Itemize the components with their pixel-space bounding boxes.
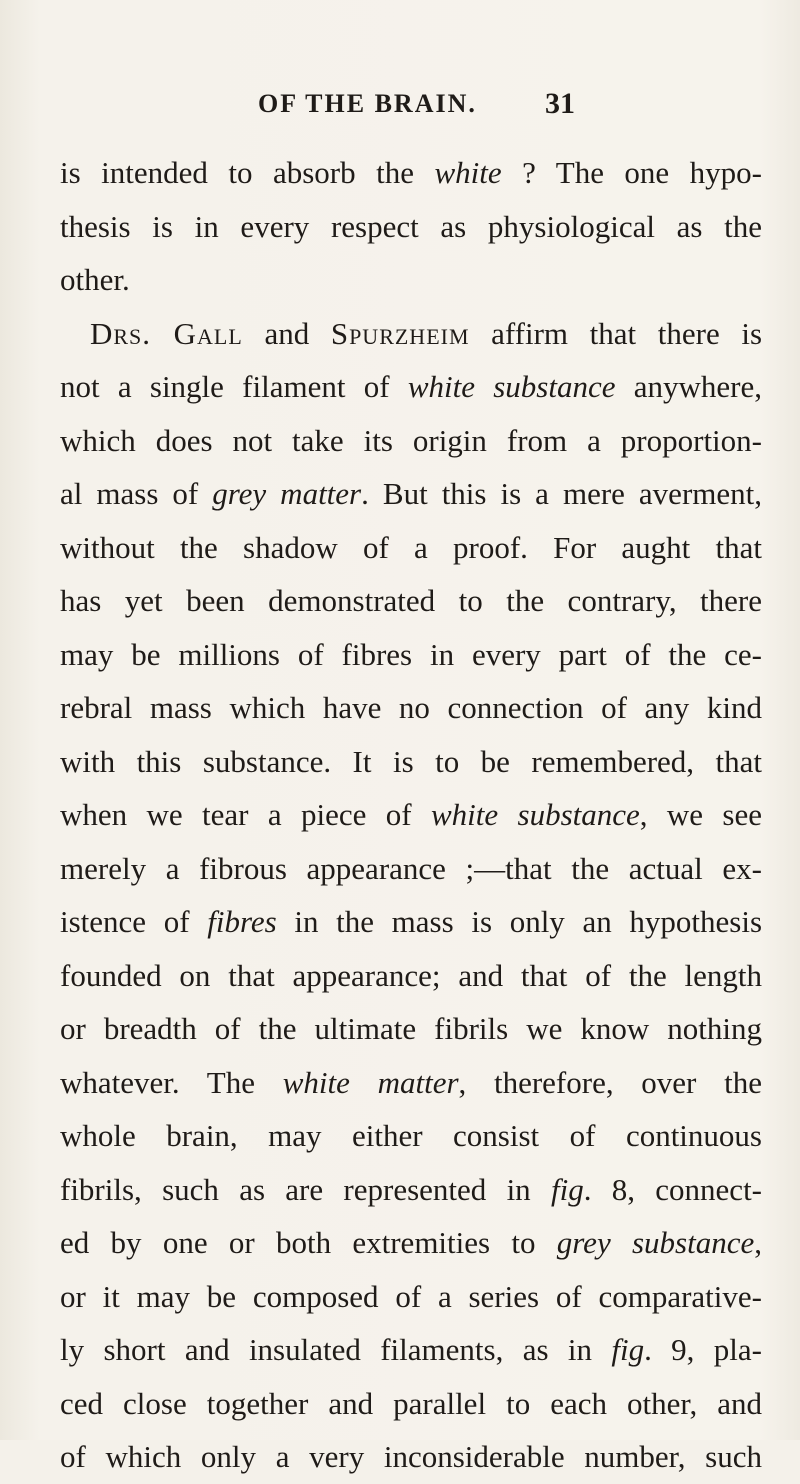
text-line: al mass of grey matter. But this is a mere averment, — [60, 476, 762, 511]
text-line: whatever. The white matter, therefore, over the — [60, 1064, 762, 1100]
text-line: has yet been demonstrated to the contrary, there — [60, 583, 762, 618]
text-line: of which only a very inconsiderable number, such — [60, 1439, 762, 1474]
text-line: is intended to absorb the white ? The one hypo- — [60, 155, 762, 190]
text-line: ly short and insulated filaments, as in fig. 9, pla- — [60, 1332, 762, 1367]
text-line: ed by one or both extremities to grey substance, — [60, 1225, 762, 1260]
text-line: rebral mass which have no connection of any kind — [60, 690, 762, 725]
text-line: founded on that appearance; and that of the length — [60, 957, 762, 993]
text-line: thesis is in every respect as physiological as the — [60, 208, 762, 244]
text-line: without the shadow of a proof. For aught that — [60, 529, 762, 565]
text-line: fibrils, such as are represented in fig. 8, connect- — [60, 1171, 763, 1207]
text-line: other. — [60, 262, 130, 297]
text-line: when we tear a piece of white substance, we see — [60, 797, 762, 832]
page-number: 31 — [545, 87, 575, 120]
text-line: or it may be composed of a series of comparative- — [60, 1278, 762, 1314]
text-line: not a single filament of white substance anywhere, — [60, 369, 762, 404]
body-text — [60, 146, 762, 1484]
text-line: with this substance. It is to be remembered, that — [60, 743, 762, 779]
text-line: ced close together and parallel to each other, and — [60, 1385, 762, 1421]
text-line: may be millions of fibres in every part of the ce- — [60, 636, 762, 672]
running-title: OF THE BRAIN. — [258, 89, 477, 118]
paragraph-start-line: Drs. Gall and Spurzheim affirm that there is — [90, 315, 763, 351]
text-line: merely a fibrous appearance ;—that the actual ex- — [60, 850, 762, 886]
text-line: istence of fibres in the mass is only an hypothesis — [60, 904, 763, 939]
running-head — [258, 89, 778, 129]
text-line: or breadth of the ultimate fibrils we know nothing — [60, 1011, 762, 1046]
text-line: whole brain, may either consist of continuous — [60, 1118, 762, 1153]
text-line: which does not take its origin from a proportion- — [60, 422, 762, 458]
